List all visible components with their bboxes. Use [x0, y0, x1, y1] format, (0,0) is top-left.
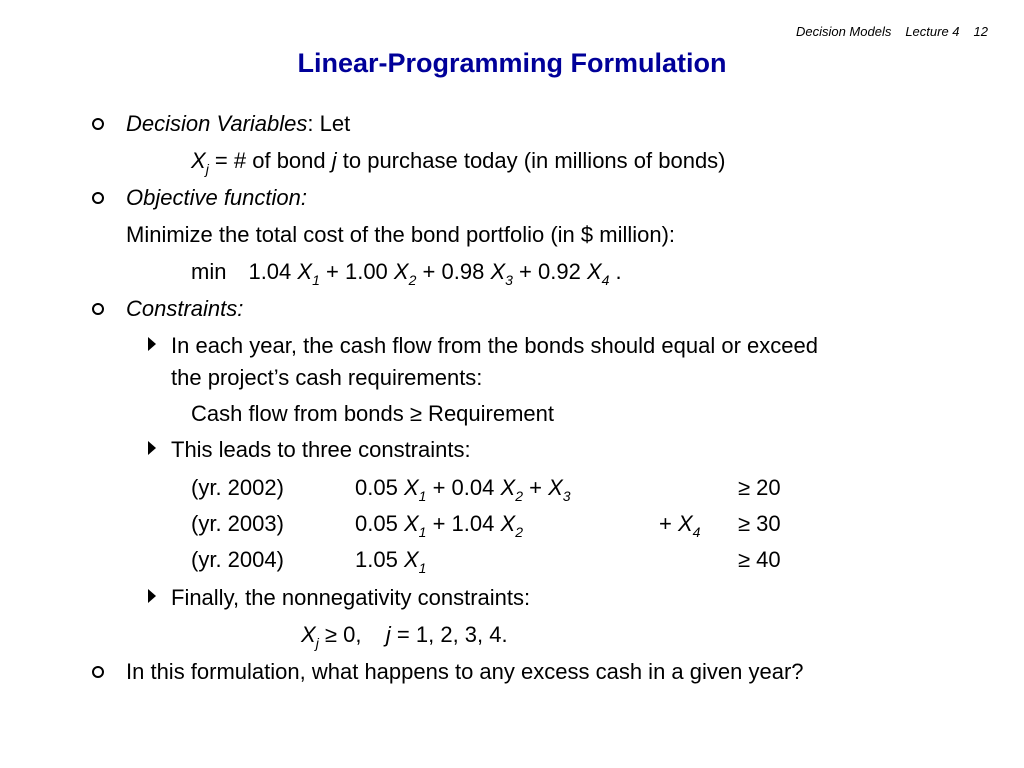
course-name: Decision Models [795, 24, 892, 39]
constraint-row-terms: 0.05 $X_1 + 1.04$ $X_2$ [355, 511, 523, 540]
nonnegativity-formula: $X_j \ge 0$, j = 1, 2, 3, 4. [301, 622, 508, 651]
slide-title: Linear-Programming Formulation [297, 48, 727, 78]
closing-question: In this formulation, what happens to any excess cash in a given year? [126, 659, 804, 684]
constraint-row-terms: 1.05 $X_1$ [355, 547, 427, 576]
constraint-row-year: (yr. 2004) [191, 547, 284, 572]
constraint-row-terms: 0.05 $X_1 + 0.04$ $X_2 + X_3$ [355, 475, 571, 504]
circle-bullet-icon [92, 666, 104, 678]
slide-header [782, 24, 988, 39]
constraints-heading: Constraints: [126, 296, 244, 321]
constraint-item-3: Finally, the nonnegativity constraints: [171, 585, 531, 610]
constraint-row-rhs: ≥ 30 [738, 511, 781, 536]
constraint-row-rhs: ≥ 40 [738, 547, 781, 572]
objective-heading: Objective function: [126, 185, 307, 210]
constraint-item-2: This leads to three constraints: [171, 437, 471, 462]
constraint-row-year: (yr. 2002) [191, 475, 284, 500]
circle-bullet-icon [92, 303, 104, 315]
decision-variables-heading: Decision Variables [126, 111, 308, 136]
decision-variable-definition: $X_j$ = # of bond j to purchase today (in millions of bonds) [191, 148, 726, 177]
constraint-item-1-line-2: the project’s cash requirements: [171, 365, 483, 390]
cash-flow-formula: Cash flow from bonds ≥ Requirement [191, 401, 555, 426]
objective-formula: min 1.04 $X_1 + 1.00$ $X_2 + 0.98$ $X_3 + 0.92$ $X_4$ . [191, 259, 622, 288]
constraint-row-year: (yr. 2003) [191, 511, 284, 536]
triangle-bullet-icon [148, 337, 156, 351]
page-number: 12 [973, 24, 988, 39]
lecture-label: Lecture 4 [905, 24, 960, 39]
constraint-item-1-line-1: In each year, the cash flow from the bonds should equal or exceed [171, 333, 818, 358]
constraint-row-x4: + $X_4$ [659, 511, 701, 540]
objective-description: Minimize the total cost of the bond portfolio (in $ million): [126, 222, 676, 247]
circle-bullet-icon [92, 192, 104, 204]
circle-bullet-icon [92, 118, 104, 130]
decision-variables-line: Decision Variables: Let [126, 111, 351, 136]
constraint-row-rhs: ≥ 20 [738, 475, 781, 500]
triangle-bullet-icon [148, 441, 156, 455]
triangle-bullet-icon [148, 589, 156, 603]
